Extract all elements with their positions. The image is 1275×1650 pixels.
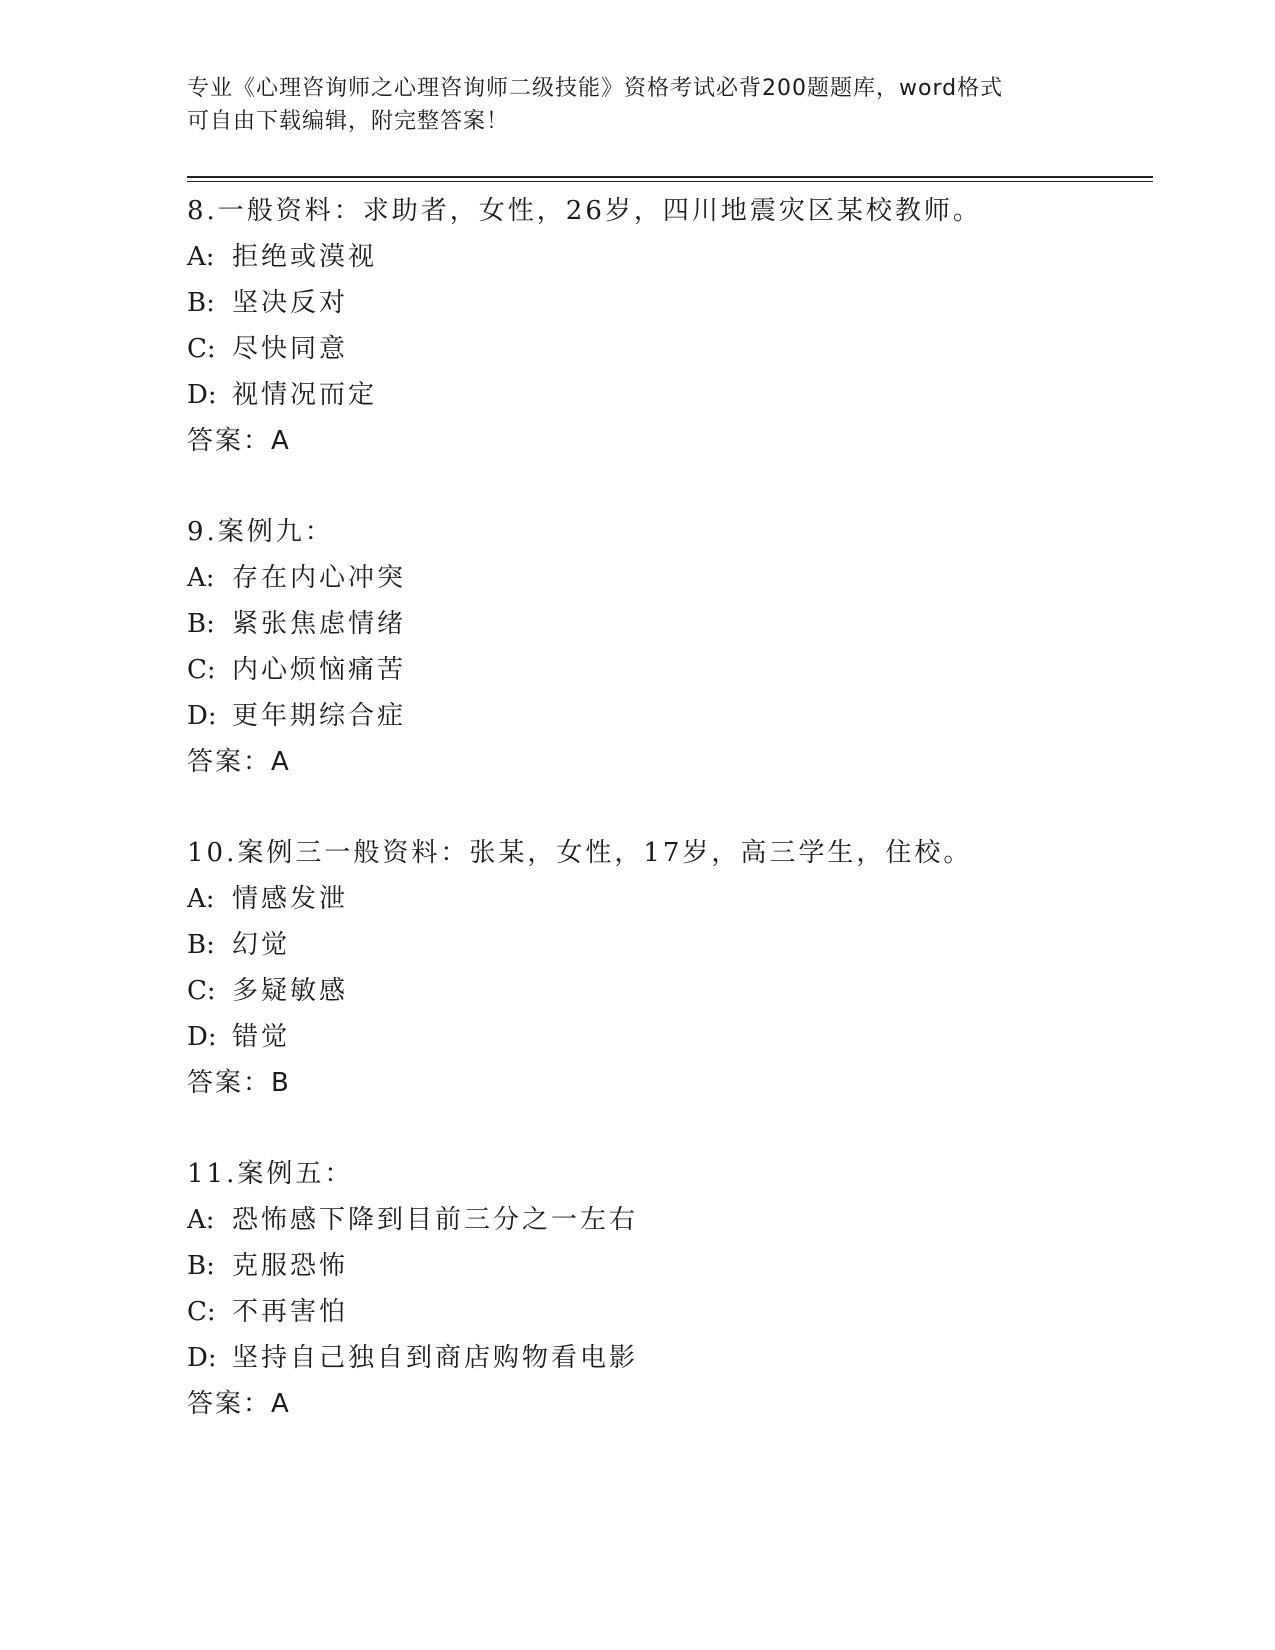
option-text: 情感发泄 <box>232 884 349 914</box>
option-letter: D: <box>187 701 217 731</box>
option-text: 内心烦恼痛苦 <box>232 655 407 685</box>
option-letter: B: <box>187 288 215 318</box>
option-text: 错觉 <box>232 1022 291 1052</box>
option-letter: D: <box>187 380 217 410</box>
question-stem: 9.案例九： <box>187 517 334 547</box>
option-b <box>187 1243 1147 1289</box>
option-letter: C: <box>187 976 216 1006</box>
document-header <box>187 72 1087 138</box>
option-letter: C: <box>187 1297 216 1327</box>
option-text: 尽快同意 <box>232 334 349 364</box>
option-d <box>187 372 1147 418</box>
option-d <box>187 1014 1147 1060</box>
question-list <box>187 188 1147 1472</box>
option-text: 更年期综合症 <box>232 701 407 731</box>
option-letter: A: <box>187 1205 215 1235</box>
option-a <box>187 555 1147 601</box>
option-text: 恐怖感下降到目前三分之一左右 <box>232 1205 639 1235</box>
option-text: 拒绝或漠视 <box>232 242 378 272</box>
option-letter: B: <box>187 609 215 639</box>
option-text: 幻觉 <box>232 930 291 960</box>
question-10 <box>187 830 1147 1106</box>
option-text: 坚决反对 <box>232 288 349 318</box>
option-letter: A: <box>187 242 215 272</box>
option-a <box>187 234 1147 280</box>
header-divider-thick <box>187 176 1153 178</box>
option-text: 不再害怕 <box>232 1297 349 1327</box>
question-9 <box>187 509 1147 785</box>
option-letter: C: <box>187 655 216 685</box>
question-stem: 8.一般资料：求助者，女性，26岁，四川地震灾区某校教师。 <box>187 196 982 226</box>
header-divider-thin <box>187 181 1153 182</box>
option-a <box>187 1197 1147 1243</box>
option-b <box>187 601 1147 647</box>
answer-label: 答案：A <box>187 747 291 777</box>
answer-label: 答案：A <box>187 426 291 456</box>
option-letter: B: <box>187 1251 215 1281</box>
option-text: 视情况而定 <box>232 380 378 410</box>
option-text: 多疑敏感 <box>232 976 349 1006</box>
option-c <box>187 326 1147 372</box>
header-line-1: 专业《心理咨询师之心理咨询师二级技能》资格考试必背200题题库，word格式 <box>187 76 1004 101</box>
answer-label: 答案：B <box>187 1068 291 1098</box>
option-b <box>187 922 1147 968</box>
option-letter: C: <box>187 334 216 364</box>
option-text: 克服恐怖 <box>232 1251 349 1281</box>
option-c <box>187 1289 1147 1335</box>
option-letter: A: <box>187 563 215 593</box>
option-letter: D: <box>187 1022 217 1052</box>
question-11 <box>187 1151 1147 1427</box>
question-stem: 11.案例五： <box>187 1159 354 1189</box>
option-letter: D: <box>187 1343 217 1373</box>
header-line-2: 可自由下载编辑，附完整答案！ <box>187 109 510 134</box>
option-c <box>187 968 1147 1014</box>
option-text: 存在内心冲突 <box>232 563 407 593</box>
option-a <box>187 876 1147 922</box>
option-text: 紧张焦虑情绪 <box>232 609 407 639</box>
option-letter: B: <box>187 930 215 960</box>
option-d <box>187 693 1147 739</box>
option-c <box>187 647 1147 693</box>
question-8 <box>187 188 1147 464</box>
question-stem: 10.案例三一般资料：张某，女性，17岁，高三学生，住校。 <box>187 838 973 868</box>
option-letter: A: <box>187 884 215 914</box>
answer-label: 答案：A <box>187 1389 291 1419</box>
option-text: 坚持自己独自到商店购物看电影 <box>232 1343 639 1373</box>
option-d <box>187 1335 1147 1381</box>
option-b <box>187 280 1147 326</box>
